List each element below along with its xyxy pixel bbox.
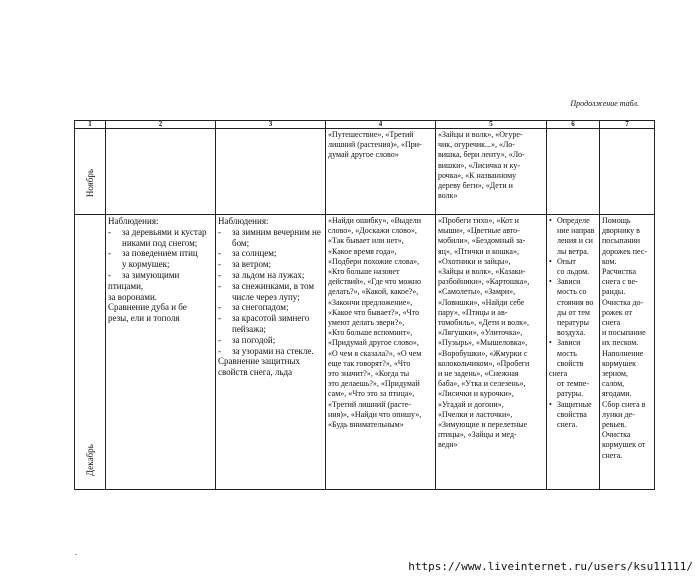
list-item-text: Сравнение дуба и бе [108,302,187,313]
dash-marker: - [218,313,221,324]
list-item-text: за солнцем; [232,248,277,259]
text-line: «Пузырь», «Мышеловка», [438,338,528,348]
text-line: действий», «Где что можно [328,277,422,287]
experiment-line [549,379,597,389]
text-line: баба», «Утка и селезень», [438,379,526,389]
experiment-text: свойства [557,409,587,419]
text-line: пару», «Птицы и ав- [438,307,508,317]
text-line: «Угадай и догони», [438,399,504,409]
text-line: дереву беги», «Дети и [438,181,513,191]
dash-marker: - [218,345,221,356]
month-cell-november [75,129,106,215]
text-line: слово», «Доскажи слово», [328,226,417,236]
text-line: мобили», «Бездомный за- [438,236,526,246]
experiment-line [549,308,597,318]
text-line: чик, огуречик...», «Ло- [438,140,515,150]
dash-marker: - [218,259,221,270]
text-line: «Зимующие и перелетные [438,420,528,430]
text-line: волк» [438,191,458,201]
experiment-text: Зависи [557,338,581,348]
dash-marker: - [218,280,221,291]
bullet-icon: • [549,338,552,348]
list-item-text: Сравнение защитных [218,356,301,367]
experiment-text: снега. [557,420,578,430]
text-line: «Найди ошибку», «Выдели [328,216,422,225]
bullet-icon: • [549,216,552,225]
experiment-line [549,247,597,257]
experiment-line [549,338,597,348]
list-item-text: за снегопадом; [232,302,289,313]
text-line: «О чем я сказала?», «О чем [328,348,422,358]
list-item [108,248,213,259]
text-line: это значит?», «Когда ты [328,369,410,379]
cell-r2-c5 [436,215,547,490]
text-line: Расчистка [602,267,637,277]
text-line: «Лисички и курочки», [438,389,514,399]
text-line: «Пробеги тихо», «Кот и [438,216,519,225]
list-item [108,313,213,324]
text-line: вишки», «Лисичка и ку- [438,160,520,170]
list-item-text: за зимующими птицами, [108,269,180,291]
list-item-text: за красотой зимнего [232,313,310,324]
experiment-line [549,420,597,430]
text-line: «Охотники и зайцы», [438,256,511,266]
text-line: томобиль», «Дети и волк», [438,318,529,328]
experiment-text: мость [557,348,577,358]
list-item [218,302,323,313]
experiment-text: ления и си [557,236,593,246]
text-line: ния)», «Найди что опишу», [328,409,422,419]
text-line: Наполнение [602,348,644,358]
text-line: «Кто больше назовет [328,267,400,277]
experiment-text: от темпе- [557,379,589,389]
text-line: «Лягушки», «Улиточка», [438,328,523,338]
text-line: их песком. [602,338,639,348]
text-line: кормушек [602,358,637,368]
list-item [218,281,323,292]
experiment-line [549,257,597,267]
text-line: Сбор снега в [602,399,646,409]
cell-r1-c3 [216,129,326,215]
text-line: и посыпание [602,328,646,338]
experiment-line [549,359,597,379]
experiment-line [549,236,597,246]
bullet-icon: • [549,277,552,287]
text-line: яц», «Птички и кошка», [438,246,519,256]
list-item-text: за погодой; [232,334,276,345]
text-line: «Пчелки и ласточки», [438,409,513,419]
text-line: еще так говорят?», «Что [328,358,411,368]
footer-dot: . [75,548,77,557]
text-line: «Воробушки», «Жмурки с [438,348,528,358]
header-cell-3: 3 [216,121,326,129]
text-line: «Так бывает или нет», [328,236,404,246]
list-item [218,335,323,346]
list-item [218,227,323,238]
cell-r1-c5 [436,129,547,215]
cell-r1-c6 [547,129,600,215]
text-line: «Придумай другое слово», [328,338,419,348]
dash-marker: - [218,269,221,280]
text-line: Помощь [602,216,631,225]
dash-marker: - [218,248,221,259]
dash-marker: - [108,248,111,259]
list-item-text: за поведением птиц [122,248,198,259]
list-item [218,356,323,367]
text-line: «Будь внимательным» [328,420,404,430]
text-line: снега. [602,450,623,460]
list-item [218,292,323,303]
text-line: лишний (растения)», «При- [328,140,422,150]
text-line: мыши», «Цветные авто- [438,226,520,236]
experiment-text: воздуха. [557,328,586,338]
text-line: и не задень», «Снежная [438,369,519,379]
text-line: «Путешествие», «Третий [328,130,414,139]
experiment-text: Определе [557,216,590,225]
text-line: Очистка до- [602,297,644,307]
experiment-text: со льдом. [557,267,590,277]
list-item [218,270,323,281]
text-line: «Какое что бывает?», «Что [328,307,420,317]
text-line: «Кто больше вспомнит», [328,328,413,338]
list-item [108,302,213,313]
cell-r1-c2 [106,129,216,215]
header-cell-2: 2 [106,121,216,129]
cell-r2-c4 [326,215,436,490]
schedule-table [74,120,655,490]
list-item [108,238,213,249]
experiment-text: стояния во [557,297,594,307]
text-line: ком. [602,256,617,266]
text-line: разбойники», «Картошка», [438,277,530,287]
text-line: дворнику в [602,226,640,236]
text-line: ранды. [602,287,626,297]
text-line: «Самолеты», «Замри», [438,287,516,297]
experiment-line [549,328,597,338]
header-cell-4: 4 [326,121,436,129]
header-cell-6: 6 [547,121,600,129]
list-item-text: числе через лупу; [232,291,300,302]
text-line: посыпании [602,236,641,246]
experiment-text: свойств снега [549,358,584,379]
cell-r2-c2 [106,215,216,490]
header-cell-5: 5 [436,121,547,129]
text-line: лунки де- [602,409,635,419]
text-line: «Подбери похожие слова», [328,256,420,266]
header-cell-7: 7 [600,121,655,129]
list-item [218,346,323,357]
experiment-line [549,267,597,277]
text-line: «Закончи предложение», [328,297,413,307]
list-item [218,248,323,259]
cell-r2-c3 [216,215,326,490]
experiment-text: Защитные [557,399,592,409]
month-label: Ноябрь [84,168,95,197]
text-line: Очистка [602,430,631,440]
bullet-icon: • [549,256,552,266]
list-item-text: за узорами на стекле. [232,345,314,356]
text-line: «Зайцы и волк», «Казаки- [438,267,526,277]
dash-marker: - [108,269,111,280]
experiment-text: ратуры. [557,389,584,399]
experiment-line [549,318,597,328]
list-item [218,238,323,249]
row-november [75,129,655,215]
bullet-icon: • [549,399,552,409]
experiment-line [549,277,597,287]
list-item-text: резы, ели и тополя [108,313,180,324]
cell-r2-c6 [547,215,600,490]
experiment-line [549,287,597,297]
continuation-label: Продолжение табл. [570,99,639,108]
dash-marker: - [218,302,221,313]
text-line: снега с ве- [602,277,638,287]
experiment-text: Опыт [557,256,576,266]
experiment-text: Зависи [557,277,581,287]
dash-marker: - [108,226,111,237]
dash-marker: - [218,334,221,345]
experiment-line [549,349,597,359]
observations-title: Наблюдения: [108,216,159,226]
text-line: думай другое слово» [328,150,399,160]
observations-title: Наблюдения: [218,216,269,226]
month-label: Декабрь [84,444,95,476]
list-item [218,313,323,324]
text-line: «Ловишки», «Найди себе [438,297,525,307]
list-item-text: у кормушек; [122,259,170,270]
cell-r1-c7 [600,129,655,215]
experiment-text: мость со [557,287,587,297]
cell-r1-c4 [326,129,436,215]
text-line: «Зайцы и волк», «Огуре- [438,130,523,139]
list-item [218,259,323,270]
text-line: это делаешь?», «Придумай [328,379,420,389]
list-item [108,292,213,303]
dash-marker: - [218,226,221,237]
list-item [218,324,323,335]
text-line: зерном, салом, [602,369,628,389]
list-item-text: за ветром; [232,259,272,270]
experiment-line [549,216,597,226]
list-item-text: за деревьями и кустар [122,226,207,237]
text-line: веди» [438,440,458,450]
experiment-text: пературы [557,318,589,328]
text-line: вишка, бери ленту», «Ло- [438,150,525,160]
list-item-text: свойств снега, льда [218,367,293,378]
text-line: птицы», «Зайцы и мед- [438,430,517,440]
row-december [75,215,655,490]
cell-r2-c7 [600,215,655,490]
text-line: дорожек пес- [602,246,647,256]
experiment-line [549,298,597,308]
text-line: рожек от снега [602,307,633,328]
text-line: колокольчиком», «Пробеги [438,358,530,368]
experiment-text: ды от тем [557,307,590,317]
list-item [108,259,213,270]
list-item-text: никами под снегом; [122,237,198,248]
list-item-text: пейзажа; [232,323,266,334]
experiment-line [549,400,597,410]
header-row [75,121,655,129]
watermark-url: https://www.liveinternet.ru/users/ksu11111/ [408,560,693,573]
text-line: рочка», «К названному [438,170,517,180]
experiment-text: лы ветра. [557,246,589,256]
text-line: делать?», «Какой, какое?», [328,287,419,297]
experiment-line [549,410,597,420]
header-cell-1: 1 [75,121,106,129]
list-item-text: за снежинками, в том [232,280,315,291]
text-line: умеют делать звери?», [328,318,405,328]
text-line: «Какое время года», [328,246,397,256]
list-item [108,270,213,292]
text-line: «Третий лишний (расте- [328,399,411,409]
text-line: ревьев. [602,420,627,430]
experiment-text: ние направ [557,226,595,236]
list-item [218,367,323,378]
list-item-text: за воронами. [108,291,158,302]
experiment-line [549,226,597,236]
text-line: кормушек от [602,440,646,450]
list-item-text: за зимним вечерним не [232,226,321,237]
list-item-text: за льдом на лужах; [232,269,305,280]
text-line: сам», «Что это за птица», [328,389,415,399]
list-item-text: бом; [232,237,250,248]
text-line: ягодами. [602,389,632,399]
month-cell-december [75,215,106,490]
list-item [108,227,213,238]
experiment-line [549,389,597,399]
